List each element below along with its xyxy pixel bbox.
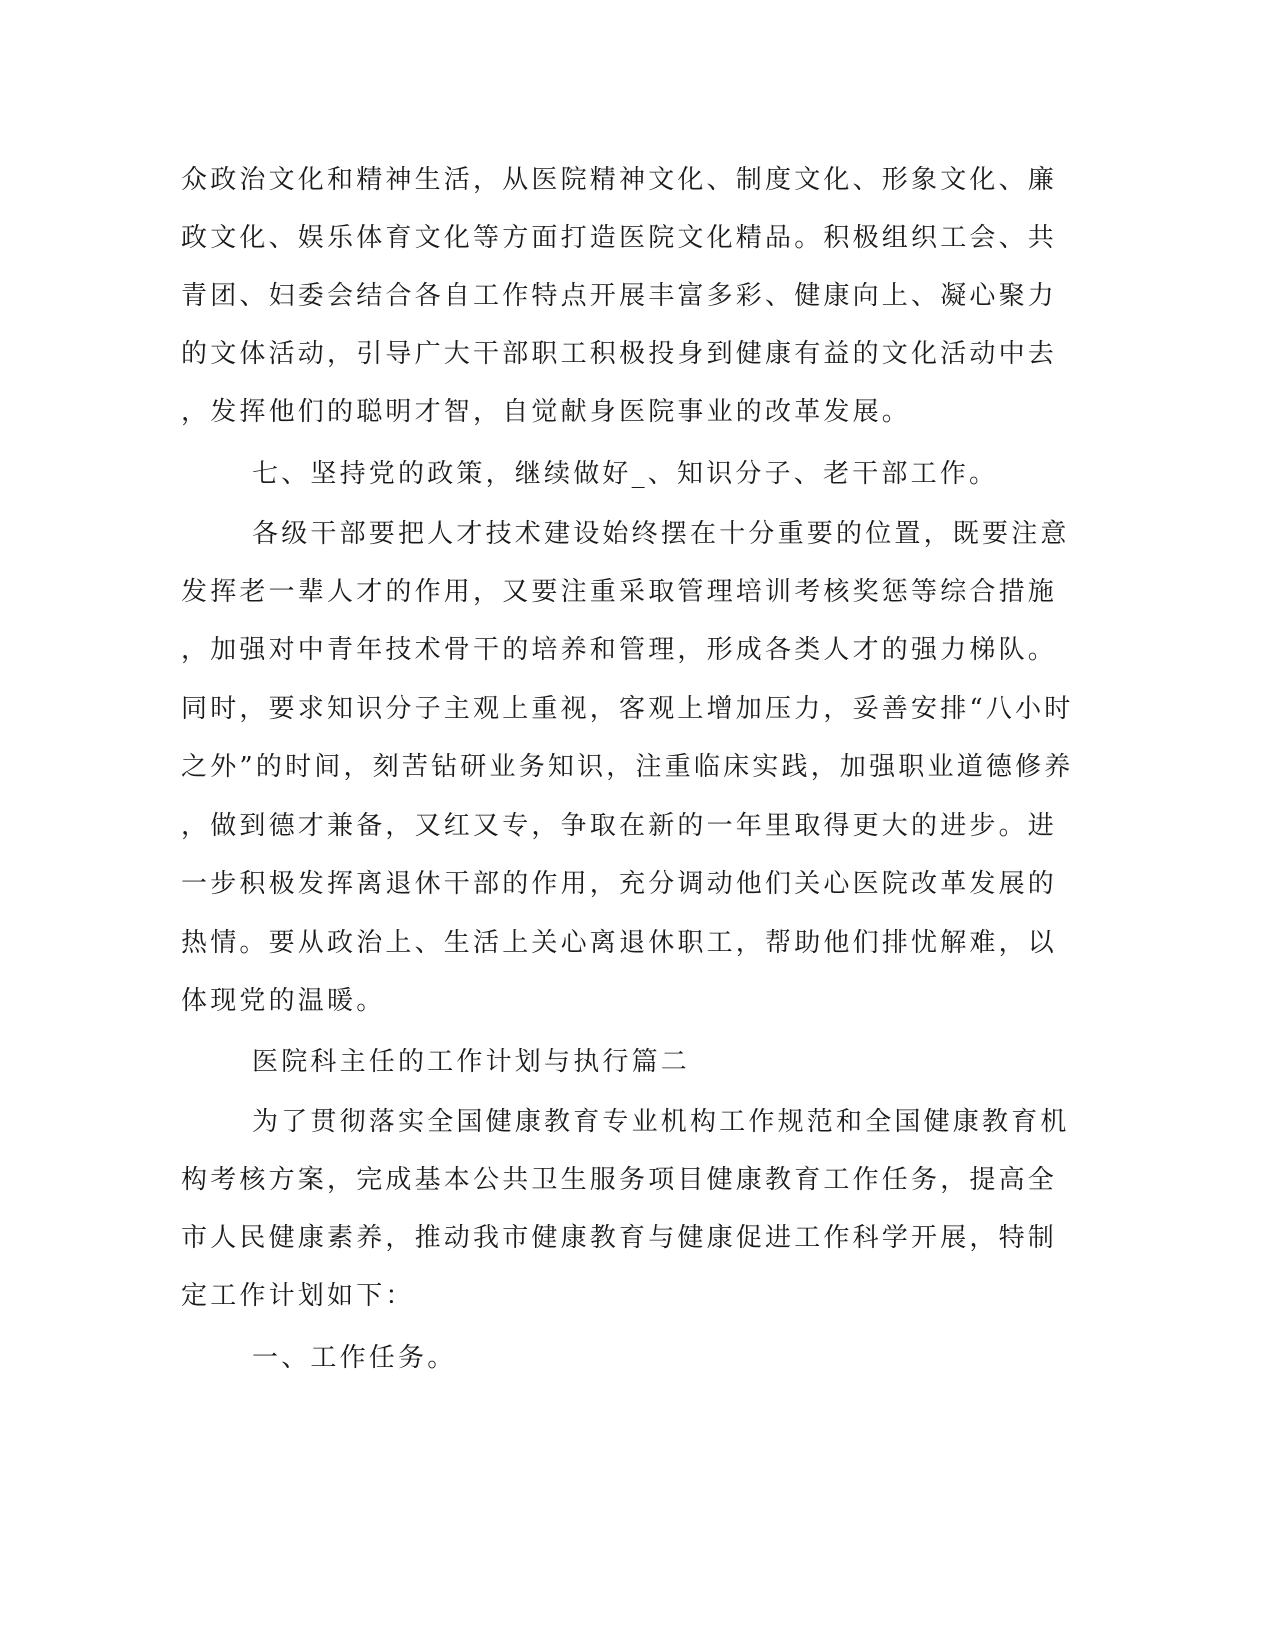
text-line: 一步积极发挥离退休干部的作用，充分调动他们关心医院改革发展的 (181, 869, 1058, 899)
section-heading: 七、坚持党的政策，继续做好_、知识分子、老干部工作。 (252, 459, 999, 489)
text-line: 市人民健康素养，推动我市健康教育与健康促进工作科学开展，特制 (181, 1223, 1058, 1253)
text-line: 青团、妇委会结合各自工作特点开展丰富多彩、健康向上、凝心聚力 (181, 281, 1058, 311)
section-heading: 一、工作任务。 (252, 1343, 457, 1373)
text-line: 热情。要从政治上、生活上关心离退休职工，帮助他们排忧解难，以 (181, 928, 1058, 958)
text-line: 发挥老一辈人才的作用，又要注重采取管理培训考核奖惩等综合措施 (181, 577, 1058, 607)
text-line: 定工作计划如下： (181, 1281, 415, 1311)
text-line: 体现党的温暖。 (181, 986, 386, 1016)
text-line: ，加强对中青年技术骨干的培养和管理，形成各类人才的强力梯队。 (181, 635, 1058, 665)
text-line: 之外”的时间，刻苦钻研业务知识，注重临床实践，加强职业道德修养 (181, 752, 1074, 782)
text-line: 各级干部要把人才技术建设始终摆在十分重要的位置，既要注意 (252, 519, 1070, 549)
section-title: 医院科主任的工作计划与执行篇二 (252, 1047, 691, 1077)
text-line: ，做到德才兼备，又红又专，争取在新的一年里取得更大的进步。进 (181, 811, 1058, 841)
text-line: 的文体活动，引导广大干部职工积极投身到健康有益的文化活动中去 (181, 339, 1058, 369)
text-line: ，发挥他们的聪明才智，自觉献身医院事业的改革发展。 (181, 397, 912, 427)
text-line: 构考核方案，完成基本公共卫生服务项目健康教育工作任务，提高全 (181, 1165, 1058, 1195)
text-line: 同时，要求知识分子主观上重视，客观上增加压力，妥善安排“八小时 (181, 694, 1074, 724)
text-line: 为了贯彻落实全国健康教育专业机构工作规范和全国健康教育机 (252, 1107, 1070, 1137)
text-line: 政文化、娱乐体育文化等方面打造医院文化精品。积极组织工会、共 (181, 223, 1058, 253)
text-line: 众政治文化和精神生活，从医院精神文化、制度文化、形象文化、廉 (181, 165, 1058, 195)
